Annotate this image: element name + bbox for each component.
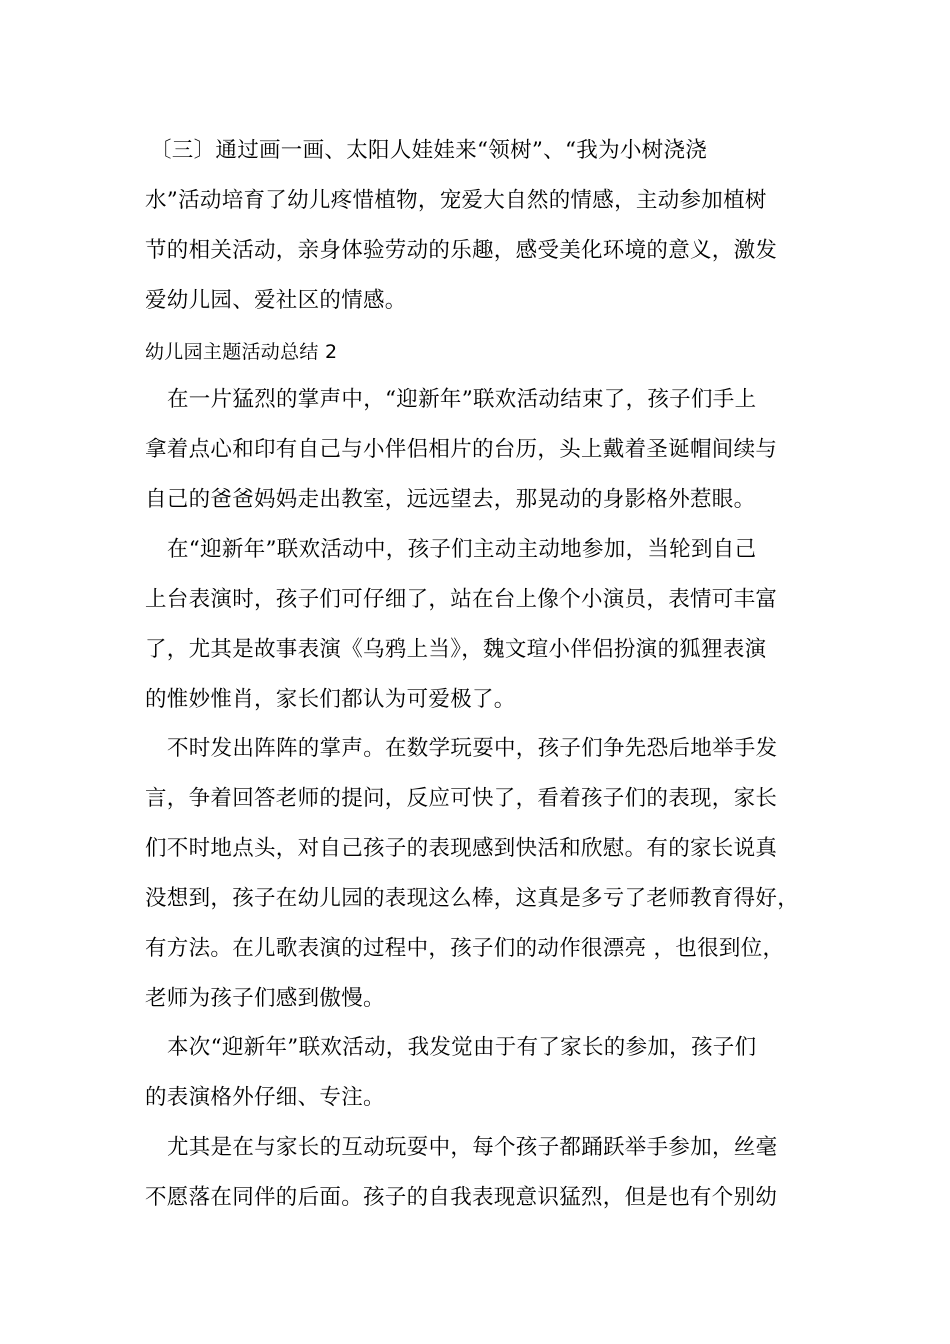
text-line: 们不时地点头，对自己孩子的表现感到快活和欣慰。有的家长说真 xyxy=(145,836,778,861)
text-line: 言，争着回答老师的提问，反应可快了，看着孩子们的表现，家长 xyxy=(145,786,778,811)
text-line: 〔三〕通过画一画、太阳人娃娃来“领树”、“我为小树浇浇 xyxy=(150,138,708,163)
text-line: 节的相关活动，亲身体验劳动的乐趣，感受美化环境的意义，激发 xyxy=(145,238,778,263)
section-heading: 幼儿园主题活动总结 2 xyxy=(145,341,338,363)
text-line: 不时发出阵阵的掌声。在数学玩耍中，孩子们争先恐后地举手发 xyxy=(167,736,778,761)
text-line: 尤其是在与家长的互动玩耍中，每个孩子都踊跃举手参加，丝毫 xyxy=(167,1135,778,1160)
text-line: 本次“迎新年”联欢活动，我发觉由于有了家长的参加，孩子们 xyxy=(167,1035,757,1060)
text-line: 水”活动培育了幼儿疼惜植物，宠爱大自然的情感，主动参加植树 xyxy=(145,188,767,213)
text-line: 不愿落在同伴的后面。孩子的自我表现意识猛烈，但是也有个别幼 xyxy=(145,1185,778,1210)
text-line: 有方法。在儿歌表演的过程中，孩子们的动作很漂亮 ，也很到位， xyxy=(145,936,785,961)
text-line: 的惟妙惟肖，家长们都认为可爱极了。 xyxy=(145,687,516,712)
text-line: 自己的爸爸妈妈走出教室，远远望去，那晃动的身影格外惹眼。 xyxy=(145,487,756,512)
text-line: 的表演格外仔细、专注。 xyxy=(145,1085,385,1110)
text-line: 了，尤其是故事表演《乌鸦上当》，魏文瑄小伴侣扮演的狐狸表演 xyxy=(145,637,767,662)
text-line: 在一片猛烈的掌声中，“迎新年”联欢活动结束了，孩子们手上 xyxy=(167,387,757,412)
text-line: 上台表演时，孩子们可仔细了，站在台上像个小演员，表情可丰富 xyxy=(145,587,778,612)
text-line: 老师为孩子们感到傲慢。 xyxy=(145,986,385,1011)
text-line: 在“迎新年”联欢活动中，孩子们主动主动地参加，当轮到自己 xyxy=(167,537,757,562)
text-line: 爱幼儿园、爱社区的情感。 xyxy=(145,288,407,313)
text-line: 拿着点心和印有自己与小伴侣相片的台历，头上戴着圣诞帽间续与 xyxy=(145,437,778,462)
text-line: 没想到，孩子在幼儿园的表现这么棒，这真是多亏了老师教育得好， xyxy=(145,886,800,911)
